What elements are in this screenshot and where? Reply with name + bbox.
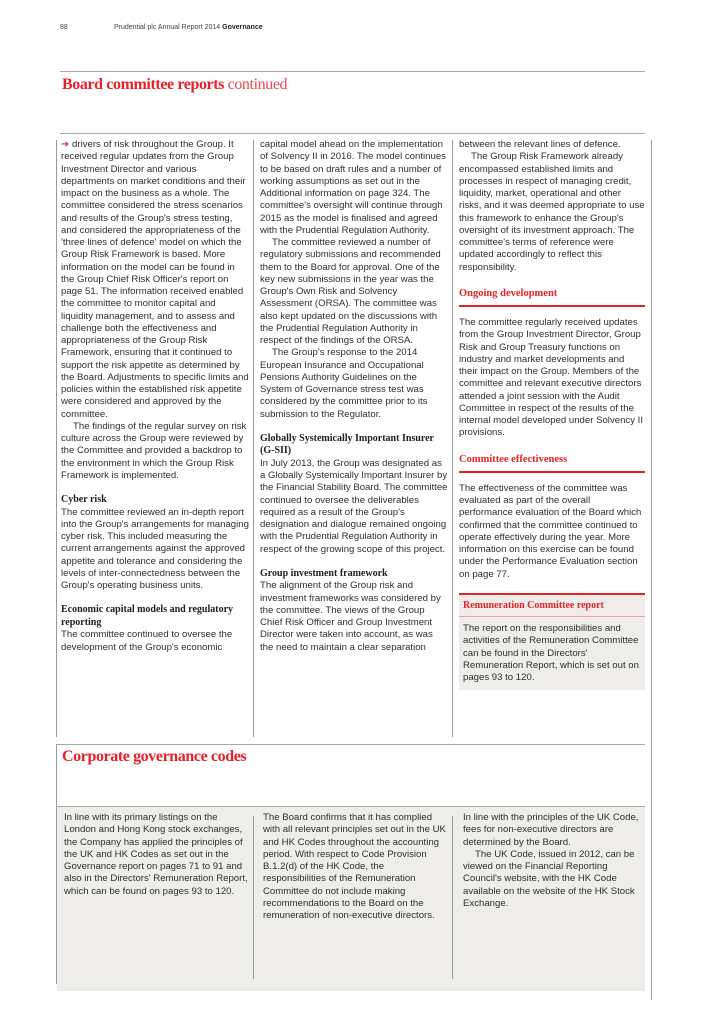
paragraph: In line with the principles of the UK Code, fees for non-executive directors are determined by the Board. [463,812,639,848]
paragraph: The Group's response to the 2014 European Insurance and Occupational Pensions Authority Guidelines on the System of Governance stress test was considered by the committee prior to its submission to the Regulator. [260,347,428,420]
remuneration-committee-box [459,593,645,691]
paragraph: The alignment of the Group risk and investment frameworks was considered by the committee. The views of the Group Chief Risk Officer and Group Investment Director were taken into account, as was the need to maintain a clear separation [260,580,441,653]
heading-cyber-risk: Cyber risk [61,494,107,505]
heading-group-investment-framework: Group investment framework [260,567,388,579]
codes-column-divider-2 [452,816,453,979]
paragraph: The committee regularly received updates from the Group Investment Director, Group Risk and Group Treasury functions on industry and market developments and their impact on the Group. Members of the committee and relevant executive directors attended a joint session with the Audit Committee in respect of the results of the internal model developed under Solvency II provisions. [459,317,643,439]
board-report-column-3 [459,139,645,690]
codes-title: Corporate governance codes [62,748,247,765]
continued-arrow-icon: ➔ [61,139,70,150]
paragraph: The Group Risk Framework already encompassed established limits and processes in respect of managing credit, liquidity, market, operational and other risks, and it was deemed appropriate to use this framework to enhance the Group's oversight of its investment approach. The committee's terms of reference were updated accordingly to reflect this responsibility. [459,151,645,273]
section-name: Governance [222,24,263,31]
paragraph: capital model ahead on the implementation of Solvency II in 2016. The model continues to be based on draft rules and a number of working assumptions as set out in the Additional information on page 324. The committee's oversight will continue through 2015 as the model is finalised and agreed with the Prudential Regulation Authority. [260,139,446,236]
heading-ongoing-development: Ongoing development [459,288,645,307]
paragraph: The UK Code, issued in 2012, can be viewed on the Financial Reporting Council's website, with the HK Code available on the website of the HK Stock Exchange. [463,848,635,909]
paragraph: The findings of the regular survey on risk culture across the Group were reviewed by the Committee and provided a backdrop to the environment in which the Group Risk Framework is implemented. [61,420,247,481]
paragraph: In line with its primary listings on the London and Hong Kong stock exchanges, the Company has applied the principles of the UK and HK Codes as set out in the Governance report on pages 71 to 91 and also in the Directors' Remuneration Report, which can be found on pages 93 to 120. [64,812,248,897]
board-report-column-1 [61,139,249,654]
paragraph: The effectiveness of the committee was evaluated as part of the overall performance evaluation of the Board which confirmed that the committee continued to operate effectively during the year. More information on this exercise can be found under the Performance Evaluation section on page 77. [459,482,642,580]
frame-left-upper [56,140,57,737]
paragraph: The committee reviewed a number of regulatory submissions and recommended them to the Board for approval. One of the key new submissions in the year was the Group's Own Risk and Solvency Assessment (ORSA). The committee was also kept updated on the discussions with the Prudential Regulation Authority in respect of the findings of the ORSA. [260,237,441,346]
paragraph: The committee continued to oversee the development of the Group's economic [61,629,233,653]
remuneration-box-body: The report on the responsibilities and activities of the Remuneration Committee can be found in the Directors' Remuneration Report, which is set out on pages 93 to 120. [463,623,639,683]
paragraph: The Board confirms that it has complied with all relevant principles set out in the UK and HK Codes throughout the accounting period. With respect to Code Provision B.1.2(d) of the HK Code, the responsibilities of the Remuneration Committee do not include making recommendations to the Board on the remuneration of non-executive directors. [263,812,446,921]
codes-column-2 [263,812,449,922]
codes-panel-rule [57,806,645,807]
codes-column-1 [64,812,250,898]
publication-name: Prudential plc Annual Report 2014 [113,24,221,31]
page-title-suffix: continued [227,76,288,93]
heading-committee-effectiveness: Committee effectiveness [459,454,645,473]
frame-right [651,140,652,1000]
page-number: 88 [60,24,68,31]
paragraph: The committee reviewed an in-depth report into the Group's arrangements for managing cyber risk. This included measuring the current arrangements against the approved appetite and tolerance and considering the levels of inter-connectedness between the Group's operating business units. [61,506,249,591]
codes-column-divider-1 [253,816,254,979]
paragraph: In July 2013, the Group was designated as a Globally Systemically Important Insurer by the Financial Stability Board. The committee continued to oversee the deliverables required as a result of the Group's designation and dialogue remained ongoing with the Prudential Regulation Authority in respect of the growing scope of this project. [260,457,448,555]
codes-top-rule [57,744,645,745]
paragraph: ➔ drivers of risk throughout the Group. It received regular updates from the Group Investment Director and various departments on market conditions and their impact on the business as a whole. The committee considered the stress scenarios and results of the Group's stress testing, and considered the appropriateness of the 'three lines of defence' model on which the Group Risk Framework is based. More information on the model can be found in the Group Chief Risk Officer's report on page 51. The information received enabled the committee to monitor capital and liquidity management, and to assess and challenge both the effectiveness and appropriateness of the Group Risk Framework, ensuring that it continued to support the risk appetite as determined by the Board. Adjustments to specific limits and policies within the established risk appetite were considered and approved by the committee. [61,139,249,420]
heading-economic-capital: Economic capital models and regulatory reporting [61,604,234,628]
page-title-main: Board committee reports [62,76,225,93]
board-report-column-2 [260,139,448,654]
running-head [60,24,263,31]
heading-gsii: Globally Systemically Important Insurer (G-SII) [260,432,434,457]
remuneration-box-title: Remuneration Committee report [459,595,645,617]
content-top-rule [60,133,645,134]
page-title [62,76,287,94]
column-divider-2 [452,140,453,737]
column-divider-1 [253,140,254,737]
codes-column-3 [463,812,645,910]
paragraph: between the relevant lines of defence. [459,139,621,150]
title-top-rule [60,71,645,72]
